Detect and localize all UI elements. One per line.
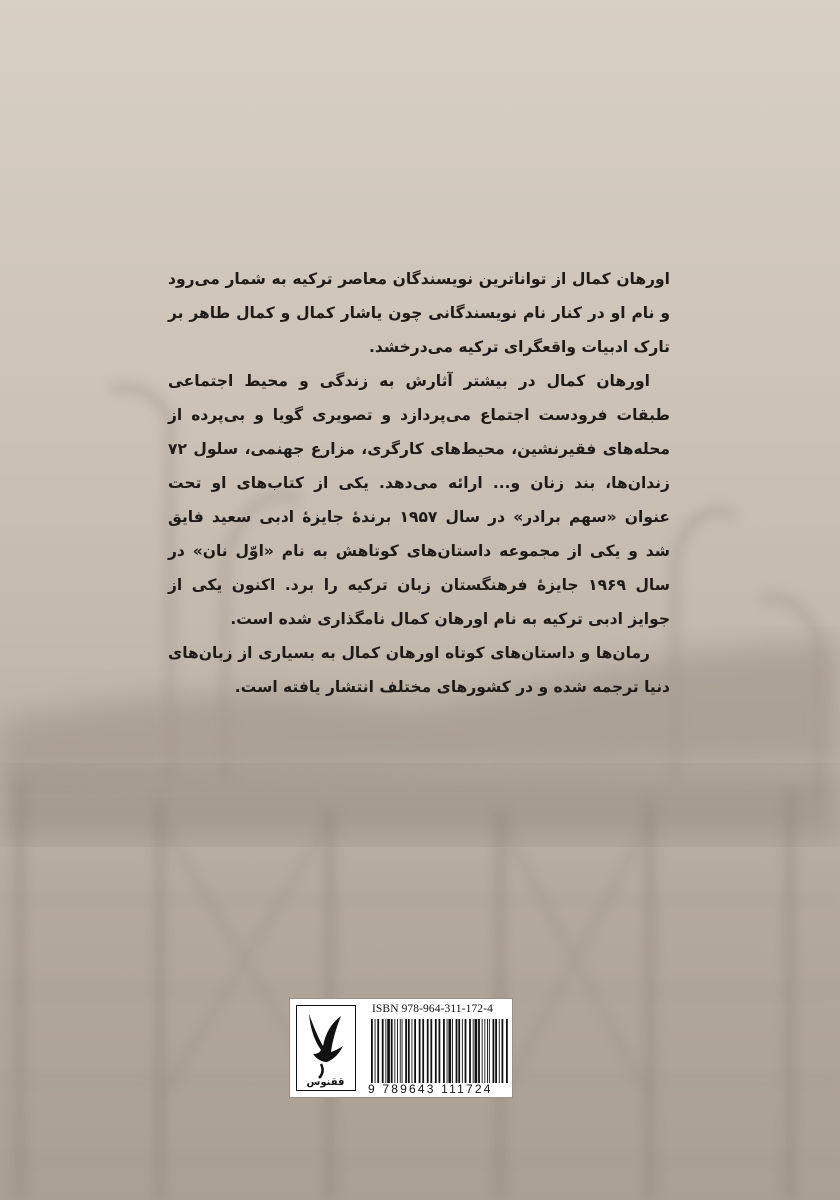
barcode-bar — [405, 1019, 407, 1083]
barcode-bar — [385, 1019, 386, 1083]
barcode-bar — [422, 1019, 424, 1083]
barcode-bar — [382, 1019, 384, 1083]
barcode-bar — [394, 1019, 395, 1083]
barcode-bar — [478, 1019, 480, 1083]
barcode-bar — [402, 1019, 403, 1083]
barcode-bar — [458, 1019, 460, 1083]
barcode-digits: 9 789643 111724 — [368, 1082, 493, 1096]
barcode-bar — [456, 1019, 458, 1083]
barcode-bar — [462, 1019, 463, 1083]
barcode-bar — [419, 1019, 421, 1083]
barcode-bar — [465, 1019, 467, 1083]
barcode-bar — [473, 1019, 474, 1083]
back-cover-blurb — [168, 262, 670, 704]
barcode-bar — [371, 1019, 373, 1083]
blurb-paragraph-1: اورهان کمال از تواناترین نویسندگان معاصر ترکیه به شمار می‌رود و نام او در کنار نام نویسندگانی چون یاشار کمال و کمال طاهر بر تارک ادبیات واقعگرای ترکیه می‌درخشد. — [168, 270, 670, 356]
barcode-bar — [430, 1019, 432, 1083]
barcode-bar — [400, 1019, 401, 1083]
barcode-bar — [397, 1019, 398, 1083]
barcode-bar — [414, 1019, 416, 1083]
barcode-bar — [502, 1019, 504, 1083]
barcode-bar — [391, 1019, 393, 1083]
barcode-bar — [452, 1019, 453, 1083]
barcode-bar — [475, 1019, 478, 1083]
barcode-bar — [448, 1019, 451, 1083]
barcode-bars — [370, 1019, 508, 1083]
barcode-bar — [439, 1019, 441, 1083]
barcode-bar — [377, 1019, 379, 1083]
barcode-bar — [427, 1019, 429, 1083]
barcode-bar — [443, 1019, 445, 1083]
barcode-bar — [375, 1019, 376, 1083]
barcode-bar — [499, 1019, 500, 1083]
barcode-bar — [493, 1019, 495, 1083]
publisher-logo-text: ققنوس — [306, 1077, 345, 1088]
barcode-bar — [387, 1019, 390, 1083]
phoenix-publisher-logo-icon — [296, 1005, 356, 1091]
barcode-bar — [506, 1019, 508, 1083]
barcode-bar — [484, 1019, 485, 1083]
barcode-bar — [482, 1019, 483, 1083]
barcode-bar — [495, 1019, 497, 1083]
barcode-bar — [412, 1019, 413, 1083]
barcode-bar — [489, 1019, 490, 1083]
barcode-bar — [408, 1019, 410, 1083]
barcode-bar — [447, 1019, 448, 1083]
isbn-barcode-panel — [289, 998, 513, 1098]
barcode-bar — [487, 1019, 488, 1083]
isbn-label: ISBN 978-964-311-172-4 — [372, 1003, 493, 1015]
blurb-paragraph-2: اورهان کمال در بیشتر آثارش به زندگی و محیط اجتماعی طبقات فرودست اجتماع می‌پردازد و تصویری گویا و بی‌پرده از محله‌های فقیرنشین، محیط‌های کارگری، مزارع جهنمی، سلول ۷۲ زندان‌ها، بند زنان و... ارائه می‌دهد. یکی از کتاب‌های او تحت عنوان «سهم برادر» در سال ۱۹۵۷ برندهٔ جایزهٔ ادبی سعید فایق شد و یکی از مجموعه داستان‌های کوتاهش به نام «اوّل نان» در سال ۱۹۶۹ جایزهٔ فرهنگستان زبان ترکیه را برد. اکنون یکی از جوایز ادبی ترکیه به نام اورهان کمال نامگذاری شده است. — [168, 372, 670, 628]
barcode-bar — [469, 1019, 471, 1083]
blurb-paragraph-3: رمان‌ها و داستان‌های کوتاه اورهان کمال به بسیاری از زبان‌های دنیا ترجمه شده و در کشورهای مختلف انتشار یافته است. — [168, 644, 670, 696]
barcode-bar — [435, 1019, 437, 1083]
